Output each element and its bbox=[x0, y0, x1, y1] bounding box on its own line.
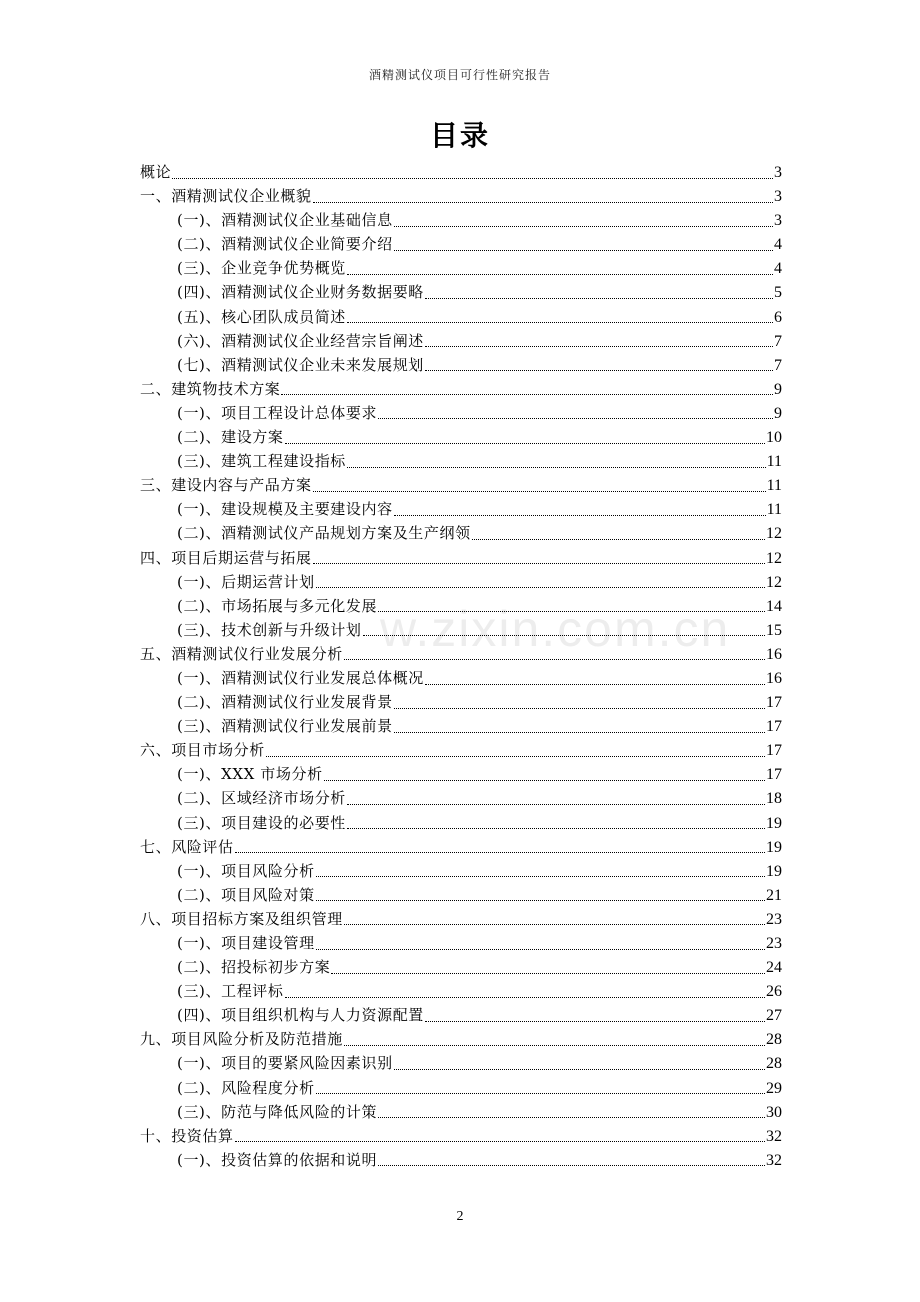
toc-page-number: 15 bbox=[766, 621, 782, 639]
toc-subentry[interactable] bbox=[140, 1148, 782, 1172]
toc-dot-leader bbox=[316, 900, 765, 901]
page-number: 2 bbox=[456, 1209, 464, 1224]
toc-dot-leader bbox=[344, 1045, 765, 1046]
toc-dot-leader bbox=[425, 370, 773, 371]
toc-subentry[interactable] bbox=[140, 955, 782, 979]
toc-page-number: 3 bbox=[774, 164, 782, 181]
toc-entry-text: 九、项目风险分析及防范措施 bbox=[140, 1030, 343, 1049]
toc-page-number: 17 bbox=[766, 694, 782, 712]
toc-dot-leader bbox=[347, 467, 766, 468]
toc-entry[interactable] bbox=[140, 1124, 782, 1148]
toc-dot-leader bbox=[425, 346, 773, 347]
toc-page-number: 17 bbox=[766, 766, 782, 784]
toc-entry-text: (一)、后期运营计划 bbox=[177, 572, 315, 591]
toc-page-number: 29 bbox=[766, 1079, 782, 1097]
toc-subentry[interactable] bbox=[140, 666, 782, 690]
toc-dot-leader bbox=[378, 1165, 765, 1166]
toc-subentry[interactable] bbox=[140, 305, 782, 329]
toc-page-number: 19 bbox=[766, 814, 782, 832]
toc-dot-leader bbox=[316, 876, 765, 877]
toc-subentry[interactable] bbox=[140, 570, 782, 594]
toc-entry-text: (一)、项目工程设计总体要求 bbox=[177, 403, 378, 422]
toc-entry-text: (二)、项目风险对策 bbox=[177, 885, 315, 904]
toc-entry-text: 一、酒精测试仪企业概貌 bbox=[140, 187, 312, 206]
toc-page-number: 19 bbox=[766, 838, 782, 856]
toc-subentry[interactable] bbox=[140, 497, 782, 521]
toc-entry-text: (二)、招投标初步方案 bbox=[177, 958, 331, 977]
toc-page-number: 12 bbox=[766, 525, 782, 543]
toc-page-number: 11 bbox=[766, 501, 782, 519]
toc-entry[interactable] bbox=[140, 546, 782, 570]
toc-subentry[interactable] bbox=[140, 1003, 782, 1027]
toc-dot-leader bbox=[344, 659, 765, 660]
toc-dot-leader bbox=[347, 804, 765, 805]
toc-entry-text: (三)、酒精测试仪行业发展前景 bbox=[177, 717, 393, 736]
toc-entry-text: (三)、项目建设的必要性 bbox=[177, 813, 346, 832]
toc-subentry[interactable] bbox=[140, 1076, 782, 1100]
toc-subentry[interactable] bbox=[140, 979, 782, 1003]
toc-page-number: 4 bbox=[774, 236, 782, 254]
toc-page-number: 24 bbox=[766, 959, 782, 977]
toc-subentry[interactable] bbox=[140, 425, 782, 449]
toc-entry-text: 六、项目市场分析 bbox=[140, 741, 265, 760]
toc-entry-text: (六)、酒精测试仪企业经营宗旨阐述 bbox=[177, 331, 424, 350]
running-header: 酒精测试仪项目可行性研究报告 bbox=[368, 68, 551, 82]
toc-subentry[interactable] bbox=[140, 449, 782, 473]
toc-subentry[interactable] bbox=[140, 859, 782, 883]
toc-entry-text: 三、建设内容与产品方案 bbox=[140, 476, 312, 495]
toc-dot-leader bbox=[172, 178, 773, 179]
toc-page-number: 32 bbox=[766, 1151, 782, 1169]
toc-entry-text: (一)、酒精测试仪行业发展总体概况 bbox=[177, 668, 424, 687]
toc-dot-leader bbox=[344, 924, 765, 925]
toc-entry-text: (二)、区域经济市场分析 bbox=[177, 789, 346, 808]
toc-dot-leader bbox=[285, 443, 765, 444]
toc-page-number: 10 bbox=[766, 429, 782, 447]
toc-entry[interactable] bbox=[140, 1027, 782, 1051]
watermark: w.zixin.com.cn bbox=[380, 601, 731, 657]
toc-entry-text: 二、建筑物技术方案 bbox=[140, 379, 281, 398]
toc-page-number: 27 bbox=[766, 1007, 782, 1025]
toc-page-number: 9 bbox=[774, 380, 782, 398]
toc-page-number: 21 bbox=[766, 886, 782, 904]
toc-dot-leader bbox=[347, 828, 765, 829]
toc-subentry[interactable] bbox=[140, 208, 782, 232]
toc-dot-leader bbox=[285, 997, 765, 998]
toc-subentry[interactable] bbox=[140, 594, 782, 618]
toc-entry-text: (一)、项目建设管理 bbox=[177, 934, 315, 952]
toc-page-number: 19 bbox=[766, 862, 782, 880]
toc-entry-text: 概论 bbox=[140, 163, 172, 181]
toc-page-number: 12 bbox=[766, 573, 782, 591]
toc-page-number: 23 bbox=[766, 935, 782, 952]
toc-page-number: 17 bbox=[766, 718, 782, 736]
toc-subentry[interactable] bbox=[140, 329, 782, 353]
toc-entry-text: 七、风险评估 bbox=[140, 837, 234, 856]
toc-subentry[interactable] bbox=[140, 618, 782, 642]
toc-entry[interactable] bbox=[140, 377, 782, 401]
toc-dot-leader bbox=[324, 780, 765, 781]
toc-page-number: 16 bbox=[766, 645, 782, 663]
toc-entry-text: (二)、风险程度分析 bbox=[177, 1078, 315, 1097]
toc-page-number: 16 bbox=[766, 669, 782, 687]
toc-page-number: 5 bbox=[774, 284, 782, 302]
toc-entry-text: (二)、酒精测试仪行业发展背景 bbox=[177, 693, 393, 712]
toc-entry-text: 五、酒精测试仪行业发展分析 bbox=[140, 644, 343, 663]
toc-page-number: 30 bbox=[766, 1103, 782, 1121]
toc-subentry[interactable] bbox=[140, 1051, 782, 1075]
toc-entry-text: (五)、核心团队成员简述 bbox=[177, 307, 346, 326]
toc-entry-text: (三)、技术创新与升级计划 bbox=[177, 620, 362, 639]
toc-dot-leader bbox=[378, 611, 765, 612]
toc-dot-leader bbox=[425, 298, 773, 299]
toc-page-number: 17 bbox=[766, 742, 782, 760]
toc-dot-leader bbox=[316, 949, 765, 950]
toc-page-number: 7 bbox=[774, 332, 782, 350]
toc-page-number: 9 bbox=[774, 404, 782, 422]
toc-dot-leader bbox=[394, 732, 765, 733]
toc-subentry[interactable] bbox=[140, 931, 782, 955]
toc-dot-leader bbox=[394, 250, 773, 251]
toc-dot-leader bbox=[331, 973, 765, 974]
toc-dot-leader bbox=[316, 587, 765, 588]
toc-entry-text: (二)、建设方案 bbox=[177, 428, 284, 447]
toc-entry-text: 四、项目后期运营与拓展 bbox=[140, 548, 312, 567]
toc-page-number: 6 bbox=[774, 308, 782, 326]
toc-dot-leader bbox=[425, 684, 765, 685]
toc-subentry[interactable] bbox=[140, 811, 782, 835]
toc-dot-leader bbox=[316, 1093, 765, 1094]
toc-subentry[interactable] bbox=[140, 521, 782, 545]
toc-page-number: 7 bbox=[774, 356, 782, 374]
toc-entry-text: (二)、酒精测试仪产品规划方案及生产纲领 bbox=[177, 524, 471, 543]
toc-page-number: 4 bbox=[774, 260, 782, 278]
toc-entry-text: (一)、投资估算的依据和说明 bbox=[177, 1150, 378, 1169]
toc-entry[interactable] bbox=[140, 160, 782, 184]
toc-page-number: 28 bbox=[766, 1031, 782, 1049]
toc-entry-text: (七)、酒精测试仪企业未来发展规划 bbox=[177, 355, 424, 374]
toc-entry[interactable] bbox=[140, 184, 782, 208]
toc-entry-text: (一)、项目风险分析 bbox=[177, 861, 315, 880]
toc-page-number: 3 bbox=[774, 188, 782, 206]
toc-page-number: 14 bbox=[766, 597, 782, 615]
toc-dot-leader bbox=[347, 322, 773, 323]
toc-entry[interactable] bbox=[140, 835, 782, 859]
toc-page-number: 28 bbox=[766, 1055, 782, 1073]
toc-dot-leader bbox=[472, 539, 765, 540]
toc-subentry[interactable] bbox=[140, 280, 782, 304]
toc-subentry[interactable] bbox=[140, 353, 782, 377]
toc-dot-leader bbox=[347, 274, 773, 275]
toc-dot-leader bbox=[266, 756, 765, 757]
toc-subentry[interactable] bbox=[140, 883, 782, 907]
toc-entry-text: (一)、酒精测试仪企业基础信息 bbox=[177, 211, 393, 230]
toc-dot-leader bbox=[313, 491, 766, 492]
toc-subentry[interactable] bbox=[140, 714, 782, 738]
toc-dot-leader bbox=[394, 708, 765, 709]
toc-dot-leader bbox=[378, 418, 773, 419]
toc-title: 目录 bbox=[429, 119, 490, 152]
toc-subentry[interactable] bbox=[140, 232, 782, 256]
toc-dot-leader bbox=[378, 1117, 765, 1118]
toc-entry[interactable] bbox=[140, 642, 782, 666]
toc-entry-text: (四)、酒精测试仪企业财务数据要略 bbox=[177, 283, 424, 302]
toc-subentry[interactable] bbox=[140, 1100, 782, 1124]
toc-entry-text: (三)、工程评标 bbox=[177, 982, 284, 1001]
toc-dot-leader bbox=[425, 1021, 765, 1022]
toc-entry-text: 八、项目招标方案及组织管理 bbox=[140, 909, 343, 928]
toc-subentry[interactable] bbox=[140, 690, 782, 714]
toc-entry-text: (三)、企业竞争优势概览 bbox=[177, 259, 346, 278]
toc-page-number: 3 bbox=[774, 212, 782, 230]
toc-dot-leader bbox=[394, 226, 773, 227]
toc-entry-text: (二)、酒精测试仪企业简要介绍 bbox=[177, 235, 393, 254]
toc-subentry[interactable] bbox=[140, 786, 782, 810]
toc-dot-leader bbox=[363, 635, 765, 636]
toc-page-number: 12 bbox=[766, 549, 782, 567]
toc-dot-leader bbox=[235, 852, 765, 853]
toc-page-number: 26 bbox=[766, 983, 782, 1001]
toc-dot-leader bbox=[394, 1069, 765, 1070]
toc-page-number: 23 bbox=[766, 910, 782, 928]
toc-page-number: 32 bbox=[766, 1127, 782, 1145]
toc-entry[interactable] bbox=[140, 738, 782, 762]
toc-dot-leader bbox=[313, 202, 773, 203]
table-of-contents bbox=[140, 160, 782, 1172]
toc-entry-text: 十、投资估算 bbox=[140, 1126, 234, 1145]
toc-subentry[interactable] bbox=[140, 762, 782, 786]
toc-dot-leader bbox=[394, 515, 766, 516]
toc-dot-leader bbox=[281, 394, 773, 395]
toc-entry-text: (三)、建筑工程建设指标 bbox=[177, 452, 346, 471]
toc-subentry[interactable] bbox=[140, 256, 782, 280]
toc-entry-text: (一)、建设规模及主要建设内容 bbox=[177, 500, 393, 519]
toc-dot-leader bbox=[235, 1141, 765, 1142]
toc-page-number: 18 bbox=[766, 790, 782, 808]
toc-subentry[interactable] bbox=[140, 401, 782, 425]
toc-page-number: 11 bbox=[766, 477, 782, 495]
toc-entry-text: (三)、防范与降低风险的计策 bbox=[177, 1102, 378, 1121]
toc-dot-leader bbox=[313, 563, 765, 564]
toc-entry[interactable] bbox=[140, 907, 782, 931]
toc-entry-text: (一)、项目的要紧风险因素识别 bbox=[177, 1054, 393, 1073]
toc-entry[interactable] bbox=[140, 473, 782, 497]
toc-entry-text: (一)、XXX 市场分析 bbox=[177, 765, 323, 784]
toc-entry-text: (四)、项目组织机构与人力资源配置 bbox=[177, 1006, 424, 1025]
toc-page-number: 11 bbox=[766, 453, 782, 471]
toc-entry-text: (二)、市场拓展与多元化发展 bbox=[177, 596, 378, 615]
